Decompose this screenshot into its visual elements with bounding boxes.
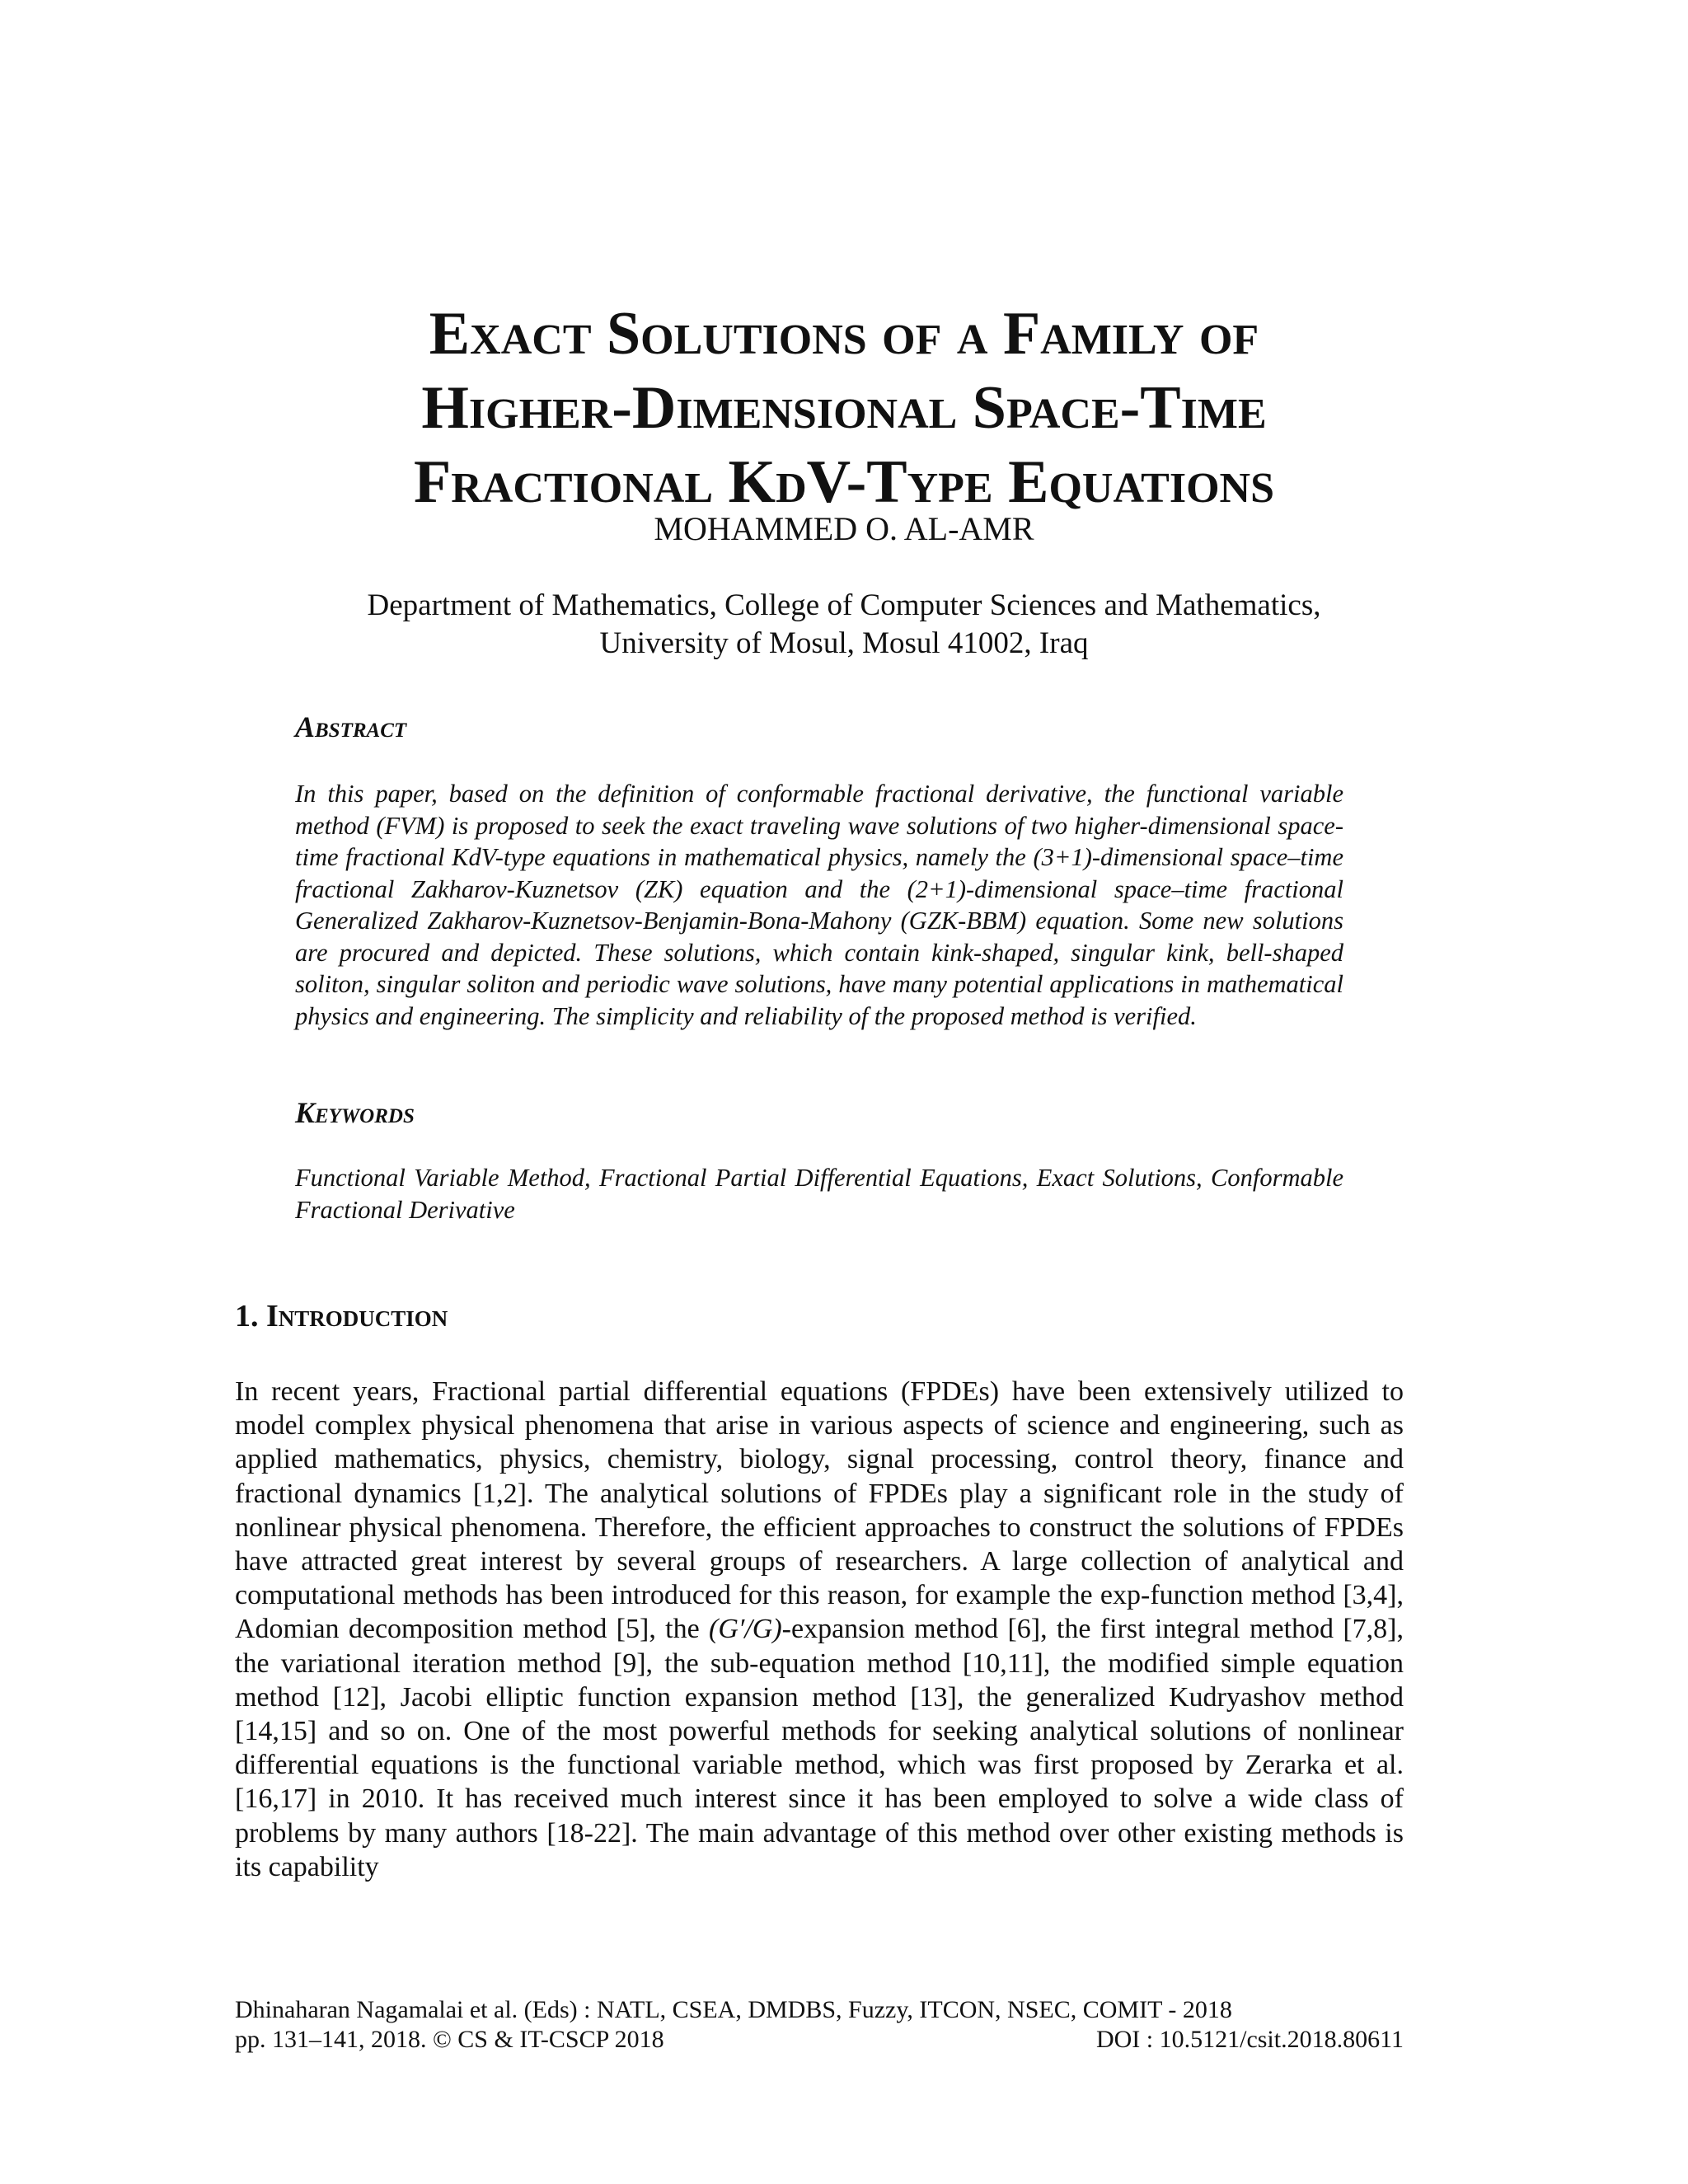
intro-text-part-2: -expansion method [6], the first integral method [7,8], the variational iteration method [9], the sub-equation method [10,11], the modified simple equation method [12], Jacobi elliptic function expansion method [13], the generalized Kudryashov method [14,15] and so on. One of the most powerful methods for seeking analytical solutions of nonlinear differential equations is the functional variable method, which was first proposed by Zerarka et al. [16,17] in 2010. It has received much interest since it has been employed to solve a wide class of problems by many authors [18-22]. The main advantage of this method over other existing methods is its capability (235, 1614, 1404, 1882)
abstract-text: In this paper, based on the definition of conformable fractional derivative, the functional variable method (FVM) is proposed to seek the exact traveling wave solutions of two higher-dimensional space-time fractional KdV-type equations in mathematical physics, namely the (3+1)-dimensional space–time fractional Zakharov-Kuznetsov (ZK) equation and the (2+1)-dimensional space–time fractional Generalized Zakharov-Kuznetsov-Benjamin-Bona-Mahony (GZK-BBM) equation. Some new solutions are procured and depicted. These solutions, which contain kink-shaped, singular kink, bell-shaped soliton, singular soliton and periodic wave solutions, have many potential applications in mathematical physics and engineering. The simplicity and reliability of the proposed method is verified. (295, 780, 1343, 1030)
introduction-heading: 1. Introduction (235, 1299, 448, 1333)
author-name: MOHAMMED O. AL-AMR (654, 510, 1034, 547)
intro-math-g-ratio: (G′/G) (709, 1614, 782, 1645)
introduction-text (235, 1375, 1404, 1884)
footer-row (235, 2025, 1404, 2055)
title-line-1: Exact Solutions of a Family of (429, 300, 1259, 368)
keywords-text: Functional Variable Method, Fractional Partial Differential Equations, Exact Solutions, Conformable Fractional Derivative (295, 1164, 1343, 1224)
footer-pages: pp. 131–141, 2018. © CS & IT-CSCP 2018 (235, 2026, 664, 2053)
affiliation-line-2: University of Mosul, Mosul 41002, Iraq (599, 626, 1089, 660)
paper-title (0, 297, 1688, 519)
title-line-3: Fractional KdV-Type Equations (414, 448, 1274, 516)
footer-doi: DOI : 10.5121/csit.2018.80611 (1095, 2026, 1404, 2053)
keywords-heading: Keywords (295, 1096, 415, 1129)
affiliation-line-1: Department of Mathematics, College of Computer Sciences and Mathematics, (367, 588, 1321, 622)
footer-proceedings: Dhinaharan Nagamalai et al. (Eds) : NATL, CSEA, DMDBS, Fuzzy, ITCON, NSEC, COMIT - 2018 (235, 1996, 1232, 2023)
page-footer (235, 1995, 1404, 2055)
intro-text-part-1: In recent years, Fractional partial differential equations (FPDEs) have been extensively utilized to model complex physical phenomena that arise in various aspects of science and engineering, such as applied mathematics, physics, chemistry, biology, signal processing, control theory, finance and fractional dynamics [1,2]. The analytical solutions of FPDEs play a significant role in the study of nonlinear physical phenomena. Therefore, the efficient approaches to construct the solutions of FPDEs have attracted great interest by several groups of researchers. A large collection of analytical and computational methods has been introduced for this reason, for example the exp-function method [3,4], Adomian decomposition method [5], the (235, 1376, 1404, 1645)
abstract-heading: Abstract (295, 710, 407, 743)
author-affiliation (0, 587, 1688, 663)
title-line-2: Higher-Dimensional Space-Time (421, 374, 1267, 442)
